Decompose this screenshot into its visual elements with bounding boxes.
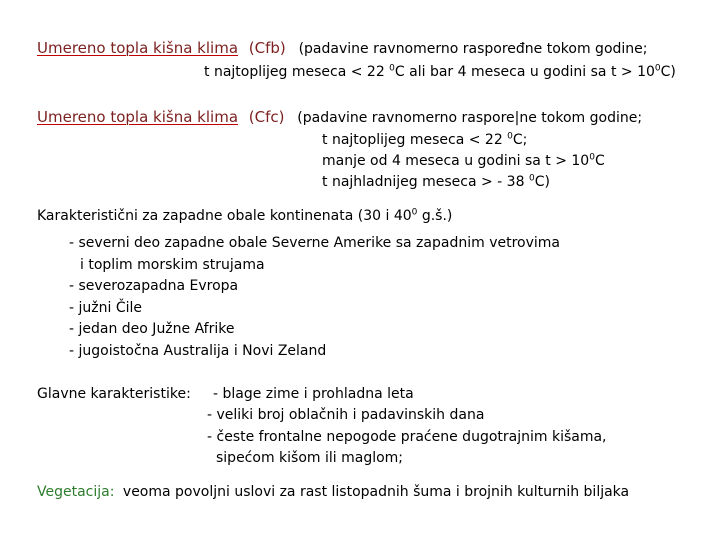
cfc-code: (Cfc) (248, 108, 285, 126)
region-item: i toplim morskim strujama (80, 257, 265, 273)
vegetation-text: veoma povoljni uslovi za rast listopadnih šuma i brojnih kulturnih biljaka (122, 484, 630, 500)
cfb-line1: (padavine ravnomerno raspoređne tokom godine; (298, 41, 648, 57)
cfb-line2: t najtoplijeg meseca < 22 $^0$C ali bar 4 meseca u godini sa $t > 10^0C$) (204, 63, 676, 80)
cfc-title: Umereno topla kišna klima (37, 108, 239, 126)
main-item: - česte frontalne nepogode praćene dugotrajnim kišama, (207, 429, 607, 445)
region-item: - severozapadna Evropa (69, 278, 239, 294)
cfc-line2: t najtoplijeg meseca < 22 $^0$C; (322, 131, 528, 148)
cfb-title: Umereno topla kišna klima (37, 39, 239, 57)
vegetation-label: Vegetacija: (37, 484, 115, 500)
main-item: sipećom kišom ili maglom; (216, 450, 404, 466)
main-item: - veliki broj oblačnih i padavinskih dana (207, 407, 485, 423)
characteristic-intro: Karakteristični za zapadne obale kontinenata (30 i $40^0$ g.š.) (37, 207, 453, 224)
region-item: - južni Čile (69, 300, 142, 316)
cfc-line4: t najhladnijeg meseca > - 38 $^0$C) (322, 173, 550, 190)
main-characteristics-label: Glavne karakteristike: (37, 386, 191, 402)
region-item: - severni deo zapadne obale Severne Amerike sa zapadnim vetrovima (69, 235, 560, 251)
main-item: - blage zime i prohladna leta (213, 386, 414, 402)
vegetation-line (37, 483, 629, 501)
region-item: - jedan deo Južne Afrike (69, 321, 235, 337)
region-item: - jugoistočna Australija i Novi Zeland (69, 343, 327, 359)
cfb-heading (37, 39, 648, 58)
cfb-code: (Cfb) (248, 39, 286, 57)
cfc-heading (37, 108, 642, 127)
cfc-line3: manje od 4 meseca u godini sa $t > 10^0C$ (322, 152, 605, 169)
cfc-line1: (padavine ravnomerno raspore|ne tokom godine; (297, 110, 643, 126)
